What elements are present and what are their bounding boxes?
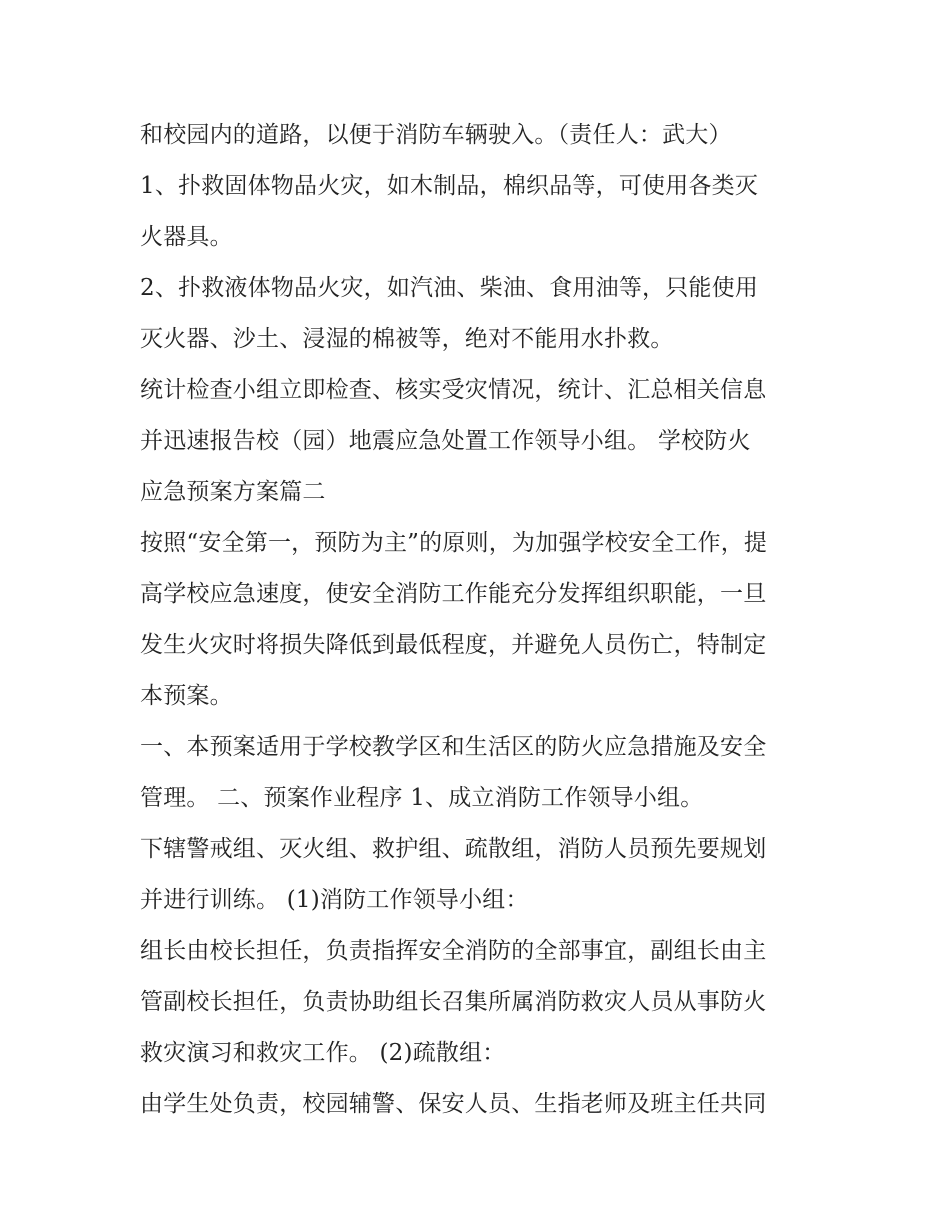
- section-heading-line: 应急预案方案篇二: [140, 479, 326, 505]
- text-line: 按照“安全第一，预防为主”的原则，为加强学校安全工作，提: [140, 530, 768, 556]
- text-line: 救灾演习和救灾工作。 (2)疏散组：: [140, 1040, 506, 1066]
- text-line: 组长由校长担任，负责指挥安全消防的全部事宜，副组长由主: [140, 938, 767, 964]
- document-body: [140, 110, 815, 1130]
- text-line: 2、扑救液体物品火灾，如汽油、柴油、食用油等，只能使用: [140, 275, 759, 301]
- text-line: 并迅速报告校（园）地震应急处置工作领导小组。 学校防火: [140, 428, 751, 454]
- text-line: 管副校长担任，负责协助组长召集所属消防救灾人员从事防火: [140, 989, 767, 1015]
- text-line: 下辖警戒组、灭火组、救护组、疏散组，消防人员预先要规划: [140, 836, 767, 862]
- text-line: 管理。 二、预案作业程序 1、成立消防工作领导小组。: [140, 785, 704, 811]
- text-line: 一、本预案适用于学校教学区和生活区的防火应急措施及安全: [140, 734, 767, 760]
- text-line: 灭火器、沙土、浸湿的棉被等，绝对不能用水扑救。: [140, 326, 674, 352]
- text-line: 本预案。: [140, 683, 233, 709]
- text-line: 高学校应急速度，使安全消防工作能充分发挥组织职能，一旦: [140, 581, 767, 607]
- text-line: 火器具。: [140, 224, 233, 250]
- text-line: 1、扑救固体物品火灾，如木制品，棉织品等，可使用各类灭: [140, 173, 759, 199]
- text-line: 统计检查小组立即检查、核实受灾情况，统计、汇总相关信息: [140, 377, 767, 403]
- text-line: 并进行训练。 (1)消防工作领导小组：: [140, 887, 529, 913]
- text-line: 由学生处负责，校园辅警、保安人员、生指老师及班主任共同: [140, 1091, 767, 1117]
- text-line: 发生火灾时将损失降低到最低程度，并避免人员伤亡，特制定: [140, 632, 767, 658]
- text-line: 和校园内的道路，以便于消防车辆驶入。（责任人：武大）: [140, 122, 732, 148]
